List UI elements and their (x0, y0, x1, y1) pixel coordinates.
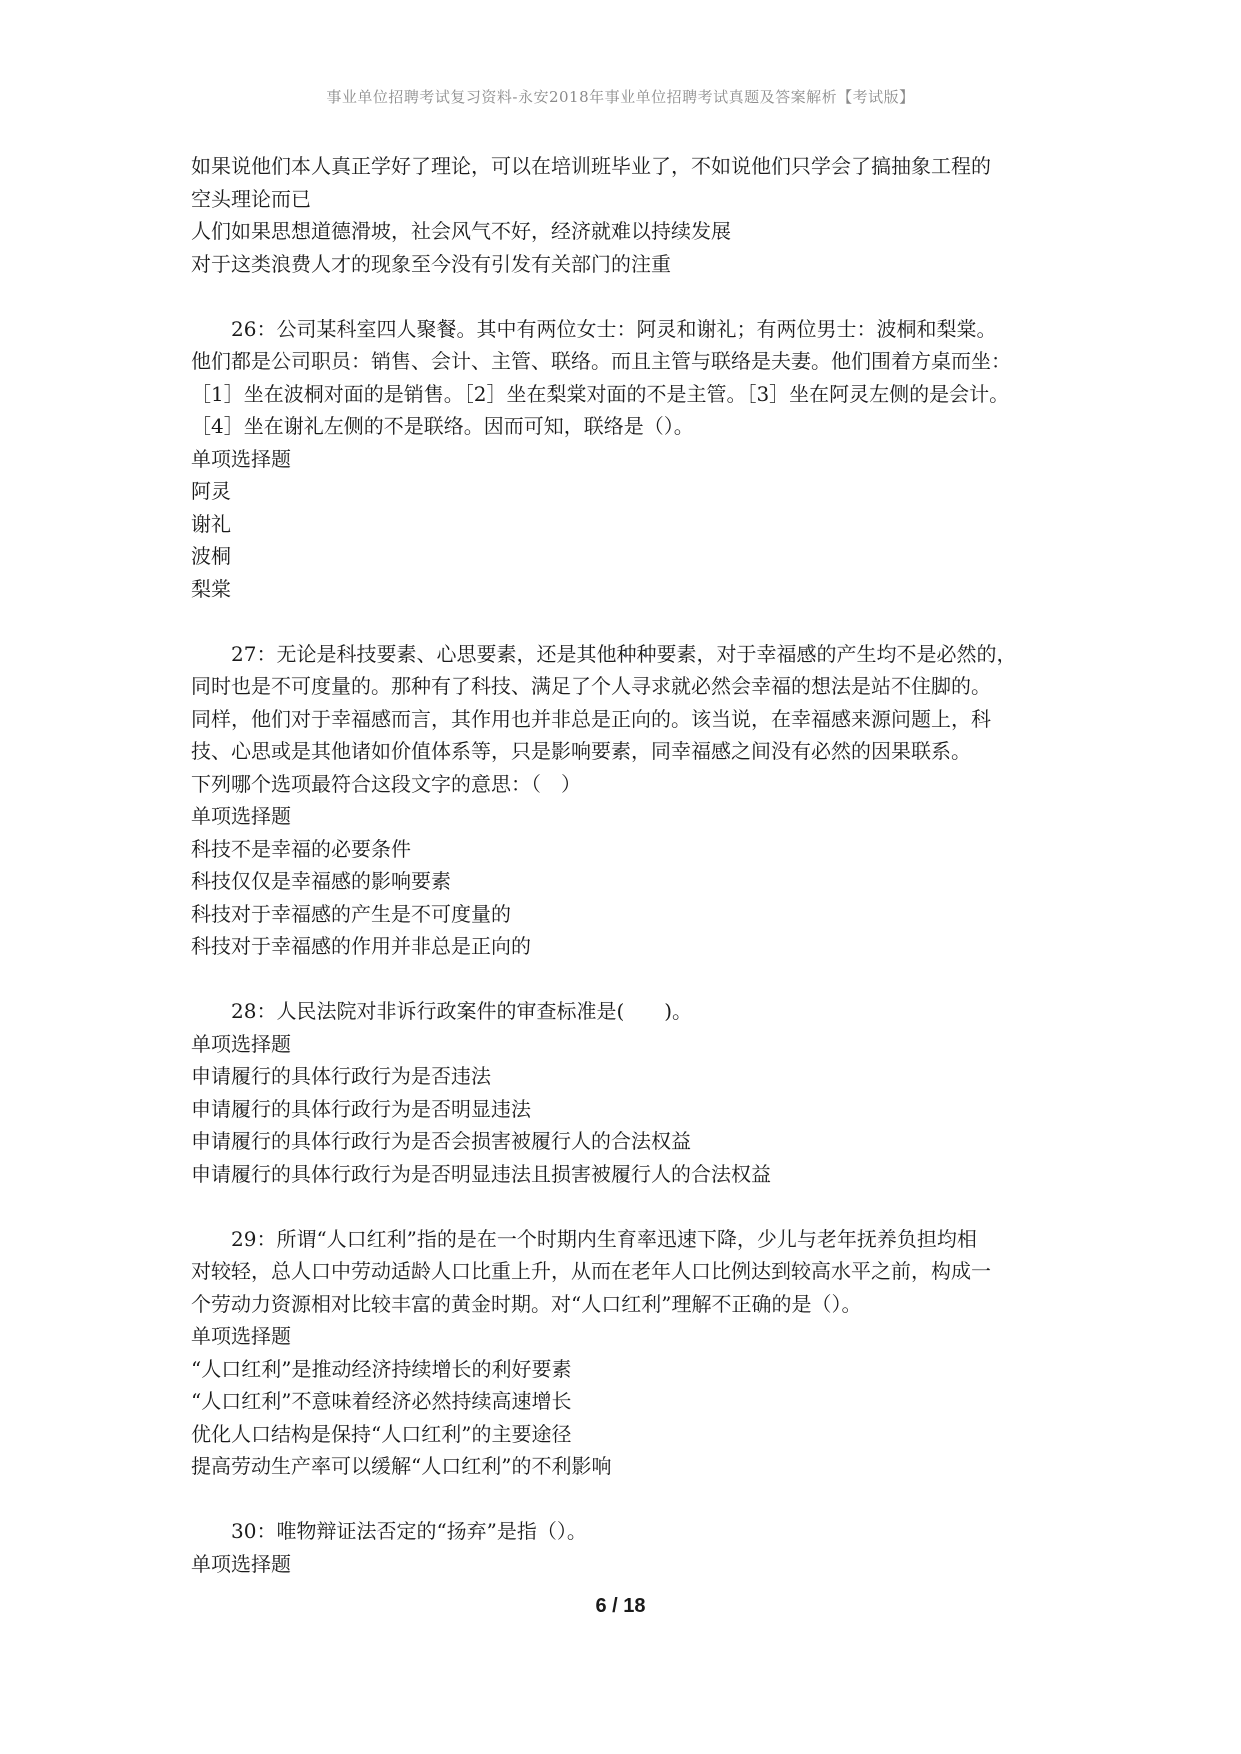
option-text: 空头理论而已 (191, 186, 311, 211)
option-text: “人口红利”不意味着经济必然持续高速增长 (191, 1389, 572, 1413)
option-text: 如果说他们本人真正学好了理论，可以在培训班毕业了，不如说他们只学会了搞抽象工程的 (191, 154, 991, 178)
question-type: 单项选择题 (191, 1551, 291, 1576)
question-stem: 下列哪个选项最符合这段文字的意思：（ ） (191, 771, 581, 796)
option-text: 申请履行的具体行政行为是否会损害被履行人的合法权益 (191, 1129, 691, 1153)
question-stem: 个劳动力资源相对比较丰富的黄金时期。对“人口红利”理解不正确的是（）。 (191, 1291, 862, 1316)
option-text: 波桐 (191, 544, 231, 568)
option-text: 申请履行的具体行政行为是否违法 (191, 1064, 491, 1088)
option-text: 人们如果思想道德滑坡，社会风气不好，经济就难以持续发展 (191, 219, 731, 243)
option-text: 谢礼 (191, 511, 231, 536)
option-text: 科技对于幸福感的作用并非总是正向的 (191, 934, 531, 958)
question-stem: 同样，他们对于幸福感而言，其作用也并非总是正向的。该当说，在幸福感来源问题上，科 (191, 706, 991, 731)
option-text: 提高劳动生产率可以缓解“人口红利”的不利影响 (191, 1454, 612, 1478)
option-text: 优化人口结构是保持“人口红利”的主要途径 (191, 1421, 572, 1446)
question-26 (191, 313, 1071, 606)
previous-question-options (191, 150, 1071, 280)
question-stem: 同时也是不可度量的。那种有了科技、满足了个人寻求就必然会幸福的想法是站不住脚的。 (191, 674, 991, 698)
question-stem: ［4］坐在谢礼左侧的不是联络。因而可知，联络是（）。 (191, 414, 694, 438)
option-text: 梨棠 (191, 576, 231, 601)
question-stem: 29：所谓“人口红利”指的是在一个时期内生育率迅速下降，少儿与老年抚养负担均相 (231, 1226, 977, 1251)
question-stem: 26：公司某科室四人聚餐。其中有两位女士：阿灵和谢礼；有两位男士：波桐和梨棠。 (231, 316, 997, 341)
question-stem: 27：无论是科技要素、心思要素，还是其他种种要素，对于幸福感的产生均不是必然的， (231, 641, 1017, 666)
option-text: 阿灵 (191, 479, 231, 503)
question-type: 单项选择题 (191, 1324, 291, 1348)
option-text: “人口红利”是推动经济持续增长的利好要素 (191, 1356, 572, 1381)
option-text: 申请履行的具体行政行为是否明显违法且损害被履行人的合法权益 (191, 1161, 771, 1186)
question-type: 单项选择题 (191, 804, 291, 828)
question-type: 单项选择题 (191, 446, 291, 471)
option-text: 科技仅仅是幸福感的影响要素 (191, 869, 451, 893)
question-27 (191, 638, 1071, 963)
question-28 (191, 995, 1071, 1190)
option-text: 科技不是幸福的必要条件 (191, 836, 411, 861)
option-text: 对于这类浪费人才的现象至今没有引发有关部门的注重 (191, 251, 671, 276)
question-stem: ［1］坐在波桐对面的是销售。［2］坐在梨棠对面的不是主管。［3］坐在阿灵左侧的是会计。 (191, 381, 1010, 406)
question-stem: 28：人民法院对非诉行政案件的审查标准是( )。 (231, 999, 693, 1023)
option-text: 科技对于幸福感的产生是不可度量的 (191, 901, 511, 926)
question-type: 单项选择题 (191, 1031, 291, 1056)
question-30 (191, 1515, 1071, 1580)
question-stem: 他们都是公司职员：销售、会计、主管、联络。而且主管与联络是夫妻。他们围着方桌而坐： (191, 349, 1011, 373)
page-header: 事业单位招聘考试复习资料-永安2018年事业单位招聘考试真题及答案解析【考试版】 (326, 88, 915, 106)
question-29 (191, 1223, 1071, 1483)
question-stem: 30：唯物辩证法否定的“扬弃”是指（）。 (231, 1519, 587, 1543)
option-text: 申请履行的具体行政行为是否明显违法 (191, 1096, 531, 1121)
question-stem: 技、心思或是其他诸如价值体系等，只是影响要素，同幸福感之间没有必然的因果联系。 (191, 739, 971, 763)
page-number: 6 / 18 (595, 1595, 646, 1617)
question-stem: 对较轻，总人口中劳动适龄人口比重上升，从而在老年人口比例达到较高水平之前，构成一 (191, 1259, 991, 1283)
document-body (191, 150, 1071, 1580)
